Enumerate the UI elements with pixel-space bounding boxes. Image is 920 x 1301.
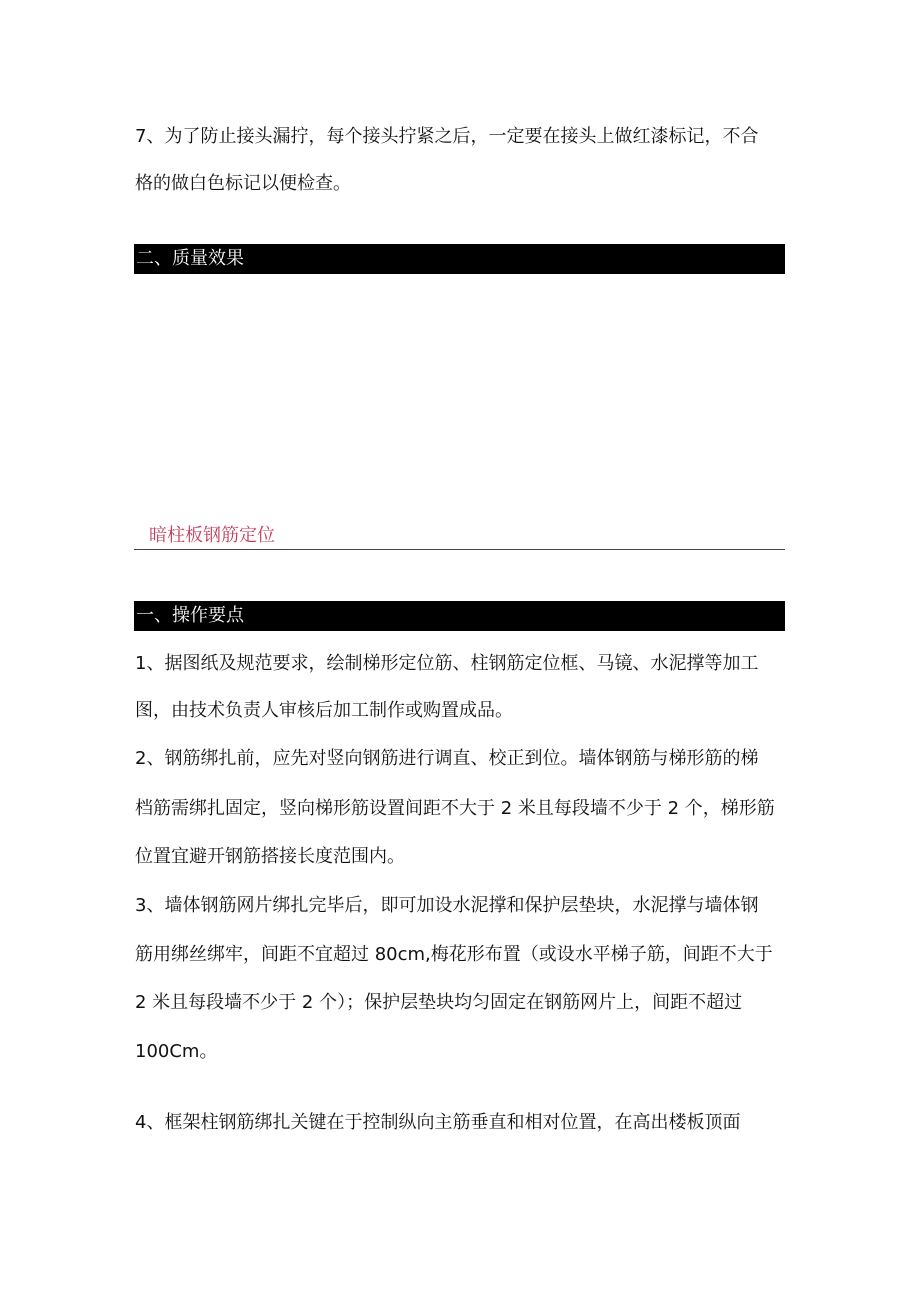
item-3-line-1: 3、墙体钢筋网片绑扎完毕后，即可加设水泥撑和保护层垫块，水泥撑与墙体钢 (135, 895, 759, 916)
item-3-line-4: 100Cm。 (135, 1041, 218, 1062)
item-2-line-3: 位置宜避开钢筋搭接长度范围内。 (135, 846, 405, 867)
item-1-line-2: 图，由技术负责人审核后加工制作或购置成品。 (135, 700, 513, 721)
item-7-line-1: 7、为了防止接头漏拧，每个接头拧紧之后，一定要在接头上做红漆标记，不合 (135, 126, 759, 147)
section-heading-quality: 二、质量效果 (134, 244, 785, 274)
item-3-line-2: 筋用绑丝绑牢，间距不宜超过 80cm,梅花形布置（或设水平梯子筋，间距不大于 (135, 944, 773, 965)
item-2-line-1: 2、钢筋绑扎前，应先对竖向钢筋进行调直、校正到位。墙体钢筋与梯形筋的梯 (135, 748, 759, 769)
item-2-line-2: 档筋需绑扎固定，竖向梯形筋设置间距不大于 2 米且每段墙不少于 2 个，梯形筋 (135, 798, 775, 819)
item-7-line-2: 格的做白色标记以便检查。 (135, 173, 351, 194)
item-4-line-1: 4、框架柱钢筋绑扎关键在于控制纵向主筋垂直和相对位置，在高出楼板顶面 (135, 1112, 741, 1133)
subheading-title: 暗柱板钢筋定位 (149, 525, 275, 546)
item-1-line-1: 1、据图纸及规范要求，绘制梯形定位筋、柱钢筋定位框、马镜、水泥撑等加工 (135, 653, 759, 674)
subheading-rule (134, 523, 785, 550)
item-3-line-3: 2 米且每段墙不少于 2 个）；保护层垫块均匀固定在钢筋网片上，间距不超过 (135, 992, 743, 1013)
section-heading-operation: 一、操作要点 (134, 601, 785, 631)
